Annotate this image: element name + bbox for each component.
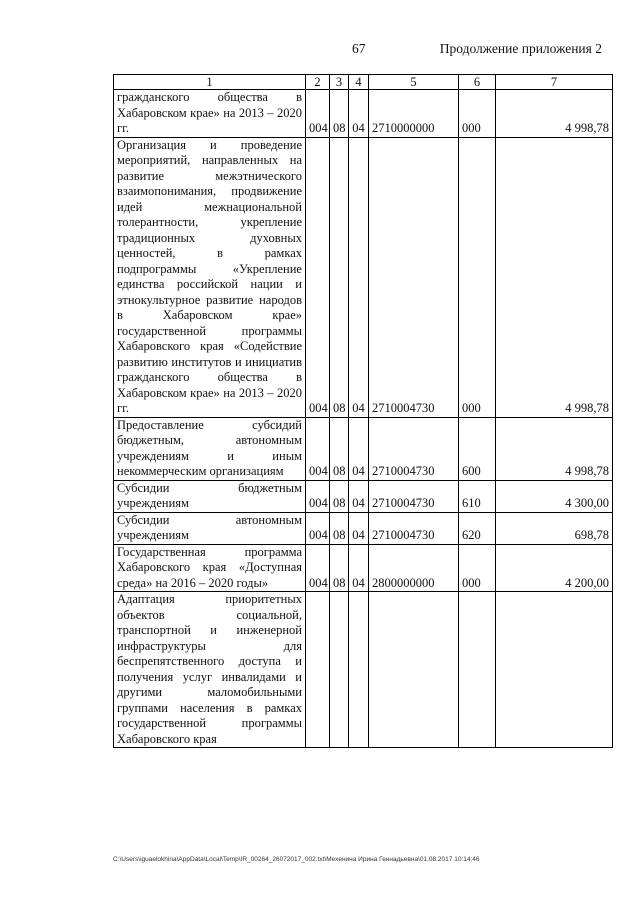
- amount: 4 200,00: [496, 544, 613, 592]
- column-header: 6: [459, 75, 496, 90]
- section-code: 08: [330, 480, 349, 512]
- subsection-code: [349, 592, 369, 748]
- amount: 4 998,78: [496, 417, 613, 480]
- expense-type-code: [459, 592, 496, 748]
- amount: 4 998,78: [496, 137, 613, 417]
- column-header: 7: [496, 75, 613, 90]
- ministry-code: 004: [306, 137, 330, 417]
- subsection-code: 04: [349, 417, 369, 480]
- table-row: [114, 417, 613, 480]
- section-code: 08: [330, 90, 349, 138]
- subsection-code: 04: [349, 90, 369, 138]
- amount: 4 300,00: [496, 480, 613, 512]
- row-name: гражданского общества в Хабаровском крае» на 2013 – 2020 гг.: [114, 90, 306, 138]
- target-article-code: 2710004730: [369, 137, 459, 417]
- column-header: 2: [306, 75, 330, 90]
- table-row: [114, 480, 613, 512]
- continuation-label: Продолжение приложения 2: [439, 41, 602, 56]
- table-row: [114, 544, 613, 592]
- row-name: Предоставление субсидий бюджетным, автономным учреждениям и иным некоммерческим организациям: [114, 417, 306, 480]
- table-row: [114, 592, 613, 748]
- page-number: 67: [352, 41, 366, 56]
- amount: 4 998,78: [496, 90, 613, 138]
- expense-type-code: 000: [459, 544, 496, 592]
- row-name: Субсидии бюджетным учреждениям: [114, 480, 306, 512]
- target-article-code: 2710004730: [369, 480, 459, 512]
- amount: 698,78: [496, 512, 613, 544]
- expense-type-code: 610: [459, 480, 496, 512]
- subsection-code: 04: [349, 137, 369, 417]
- target-article-code: 2800000000: [369, 544, 459, 592]
- table-row: [114, 90, 613, 138]
- column-header: 3: [330, 75, 349, 90]
- amount: [496, 592, 613, 748]
- subsection-code: 04: [349, 512, 369, 544]
- row-name: Субсидии автономным учреждениям: [114, 512, 306, 544]
- row-name: Адаптация приоритетных объектов социальной, транспортной и инженерной инфраструктуры для беспрепятственного доступа и получения услуг инвалидами и другими маломобильными группами населения в рамках государственной программы Хабаровского края: [114, 592, 306, 748]
- budget-table: [113, 74, 613, 748]
- section-code: 08: [330, 137, 349, 417]
- target-article-code: 2710004730: [369, 417, 459, 480]
- table-row: [114, 512, 613, 544]
- subsection-code: 04: [349, 544, 369, 592]
- subsection-code: 04: [349, 480, 369, 512]
- ministry-code: 004: [306, 417, 330, 480]
- expense-type-code: 000: [459, 90, 496, 138]
- expense-type-code: 000: [459, 137, 496, 417]
- section-code: 08: [330, 512, 349, 544]
- target-article-code: [369, 592, 459, 748]
- ministry-code: 004: [306, 480, 330, 512]
- ministry-code: 004: [306, 90, 330, 138]
- row-name: Организация и проведение мероприятий, направленных на развитие межэтнического взаимопонимания, продвижение идей межнациональной толерантности, укрепление традиционных духовных ценностей, в рамках подпрограммы «Укрепление единства российской нации и этнокультурное развитие народов в Хабаровском крае» государственной программы Хабаровского края «Содействие развитию институтов и инициатив гражданского общества в Хабаровском крае» на 2013 – 2020 гг.: [114, 137, 306, 417]
- section-code: [330, 592, 349, 748]
- ministry-code: [306, 592, 330, 748]
- section-code: 08: [330, 417, 349, 480]
- expense-type-code: 620: [459, 512, 496, 544]
- expense-type-code: 600: [459, 417, 496, 480]
- table-header-row: [114, 75, 613, 90]
- ministry-code: 004: [306, 544, 330, 592]
- file-path-footer: C:\Users\iguaelokhina\AppData\Local\Temp\IR_00264_26072017_002.txt\Мехенина Ирина Геннадьевна\01.08.2017 10:14:46: [113, 856, 480, 863]
- row-name: Государственная программа Хабаровского края «Доступная среда» на 2016 – 2020 годы»: [114, 544, 306, 592]
- column-header: 1: [114, 75, 306, 90]
- column-header: 4: [349, 75, 369, 90]
- column-header: 5: [369, 75, 459, 90]
- target-article-code: 2710000000: [369, 90, 459, 138]
- ministry-code: 004: [306, 512, 330, 544]
- section-code: 08: [330, 544, 349, 592]
- target-article-code: 2710004730: [369, 512, 459, 544]
- table-row: [114, 137, 613, 417]
